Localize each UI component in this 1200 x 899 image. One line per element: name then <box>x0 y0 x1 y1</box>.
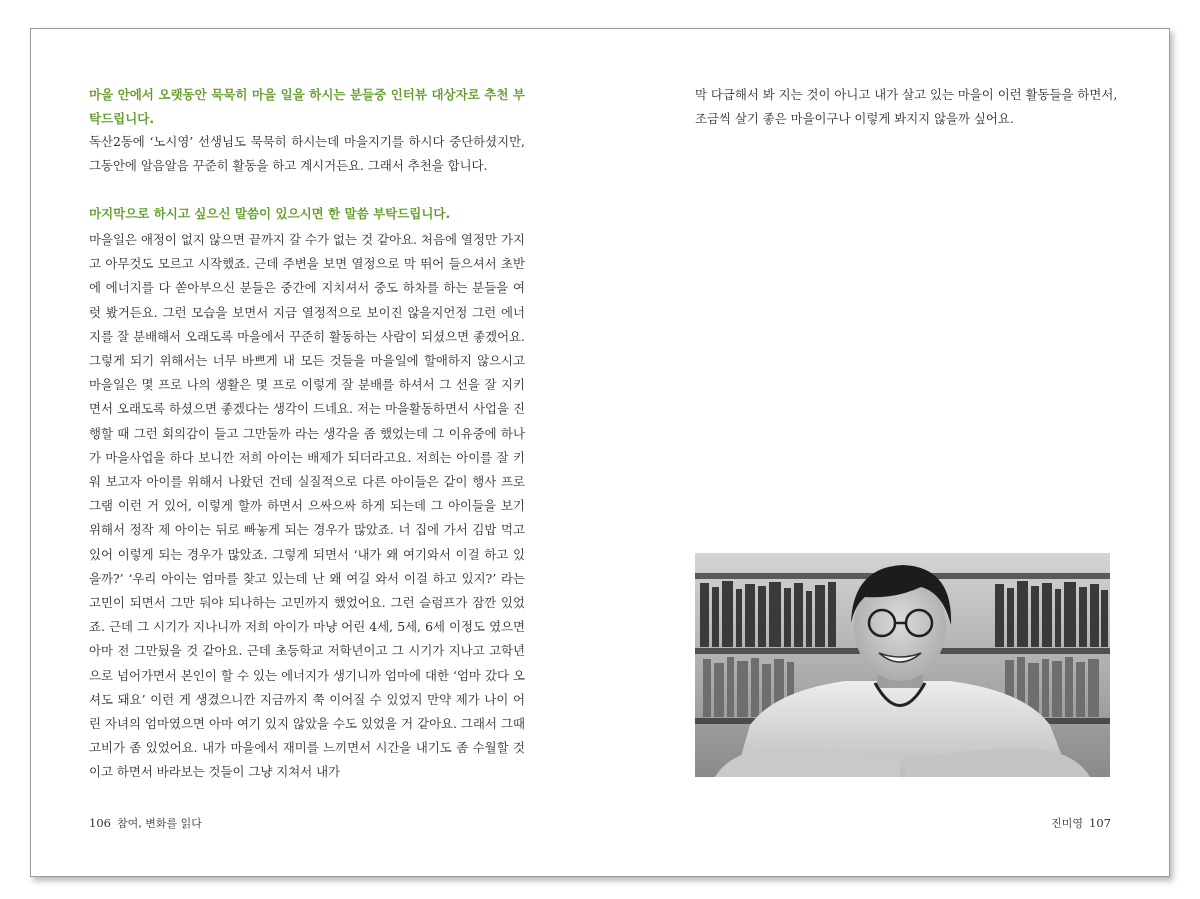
page-number-left: 106 <box>89 816 111 830</box>
interview-question-recommendation: 마을 안에서 오랫동안 묵묵히 마을 일을 하시는 분들중 인터뷰 대상자로 추천 부탁드립니다. <box>89 87 525 126</box>
left-page <box>31 29 600 876</box>
continued-answer-line1: 막 다급해서 봐 지는 것이 아니고 내가 살고 있는 마을이 이런 활동들을 하면서, <box>695 87 1118 102</box>
left-page-footer <box>89 815 202 831</box>
page-number-right: 107 <box>1089 816 1111 830</box>
interview-answer-recommendation: 독산2동에 ‘노시영’ 선생님도 묵묵히 하시는데 마을지기를 하시다 중단하셨지만, 그동안에 알음알음 꾸준히 활동을 하고 계시거든요. 그래서 추천을 합니다. <box>89 134 525 174</box>
right-page <box>600 29 1169 876</box>
book-spread <box>30 28 1170 877</box>
book-title: 참여, 변화를 읽다 <box>116 817 202 830</box>
right-page-footer <box>1051 815 1111 831</box>
interviewee-name: 진미영 <box>1051 817 1084 830</box>
interviewee-photo <box>695 553 1110 777</box>
interview-question-final-words: 마지막으로 하시고 싶으신 말씀이 있으시면 한 말씀 부탁드립니다. <box>89 206 451 221</box>
continued-answer-line2: 조금씩 살기 좋은 마을이구나 이렇게 봐지지 않을까 싶어요. <box>695 111 1014 127</box>
portrait-photo-illustration <box>695 553 1110 777</box>
interview-answer-final-words: 마을일은 애정이 없지 않으면 끝까지 갈 수가 없는 것 같아요. 처음에 열정만 가지고 아무것도 모르고 시작했죠. 근데 주변을 보면 열정으로 막 뛰어 들으셔서 초반에 에너지를 다 쏟아부으신 분들은 중간에 지치셔서 중도 하차를 하는 분들을 여럿 봤거든요. 그런 모습을 보면서 지금 열정적으로 보이진 않을지언정 그런 에너지를 잘 분배해서 오래도록 마을에서 꾸준히 활동하는 사람이 되셨으면 좋겠어요. 그렇게 되기 위해서는 너무 바쁘게 내 모든 것들을 마을일에 할애하지 않으시고 마을일은 몇 프로 나의 생활은 몇 프로 이렇게 잘 분배를 하셔서 그 선을 잘 지키면서 오래도록 하셨으면 좋겠다는 생각이 드네요. 저는 마을활동하면서 사업을 진행할 때 그런 회의감이 들고 그만둘까 라는 생각을 좀 했었는데 그 이유중에 하나가 마을사업을 하다 보니깐 저희 아이는 배제가 되더라고요. 저희는 아이를 잘 키워 보고자 아이를 위해서 나왔던 건데 실질적으로 다른 아이들은 같이 행사 프로그램 이런 거 있어, 이렇게 할까 하면서 으싸으싸 하게 되는데 그 아이들을 보기 위해서 정작 제 아이는 뒤로 빠놓게 되는 경우가 많았죠. 너 집에 가서 김밥 먹고 있어 이렇게 되는 경우가 많았죠. 그렇게 되면서 ‘내가 왜 여기와서 이걸 하고 있을까?’ ‘우리 아이는 엄마를 찾고 있는데 난 왜 여길 와서 이걸 하고 있지?’ 라는 고민이 되면서 그만 둬야 되나하는 고민까지 했었어요. 그런 슬럼프가 잠깐 있었죠. 근데 그 시기가 지나니까 저희 아이가 마냥 어린 4세, 5세, 6세 이정도 였으면 아마 전 그만뒀을 것 같아요. 근데 초등학교 저학년이고 그 시기가 지나고 고학년으로 넘어가면서 본인이 할 수 있는 에너지가 생기니까 엄마에 대한 ‘엄마 갔다 오셔도 돼요’ 이런 게 생겼으니깐 지금까지 쭉 이어질 수 있었지 만약 제가 나이 어린 자녀의 엄마였으면 아마 여기 있지 않았을 수도 있었을 거 같아요. 그래서 그때 고비가 좀 있었어요. 내가 마을에서 재미를 느끼면서 시간을 내기도 좀 수월할 것이고 하면서 바라보는 것들이 그냥 지쳐서 내가 <box>89 232 525 780</box>
continued-answer-text <box>695 83 1145 131</box>
